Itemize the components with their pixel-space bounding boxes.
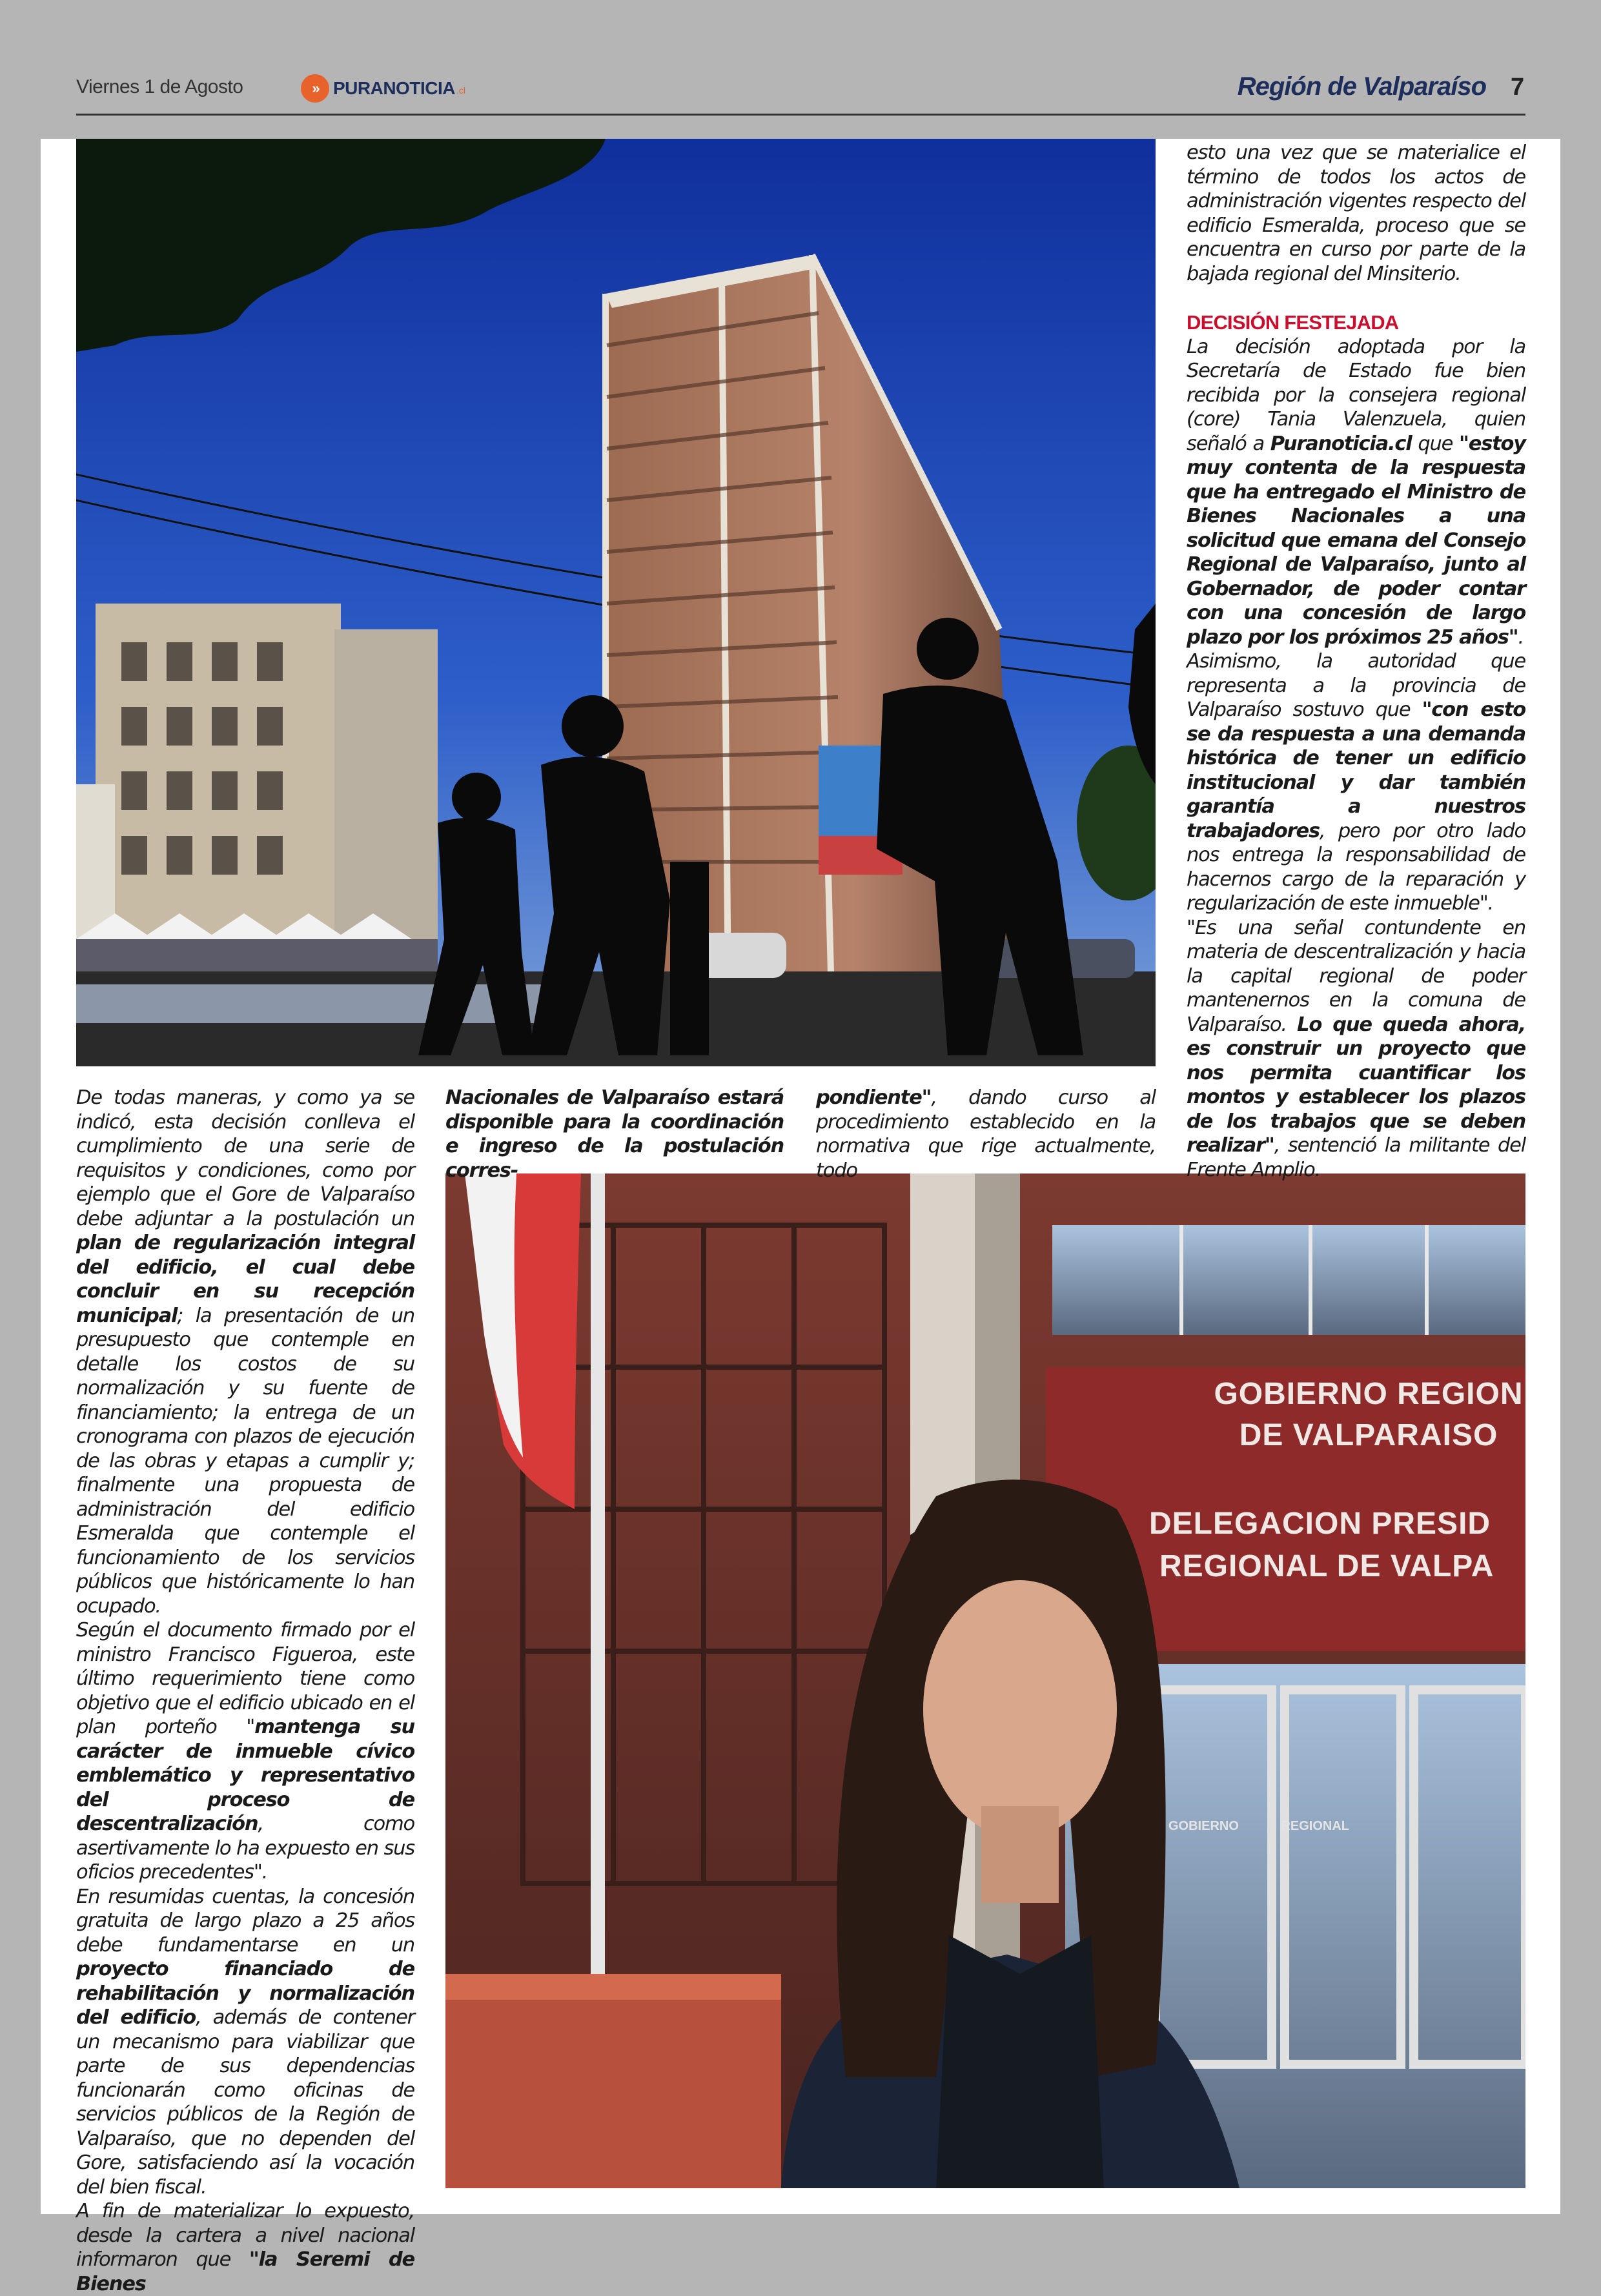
text-run: . [1518, 625, 1524, 649]
logo-chevron-icon: » [301, 74, 329, 103]
text-run: que [1411, 432, 1460, 455]
bold-run: "estoy muy contenta de la respuesta que ha entregado el Ministro de Bienes Nacionales a una solicitud que emana del Consejo Regional de Valparaíso, junto al Gobernador, de poder contar con una concesión de largo plazo por los próximos 25 años" [1187, 432, 1525, 649]
article-column-middle-right [816, 1086, 1156, 1183]
bold-run: Puranoticia.cl [1270, 432, 1412, 455]
paragraph [76, 1885, 414, 2200]
paragraph: esto una vez que se materialice el término de todos los actos de administración vigentes respecto del edificio Esmeralda, proceso que se encuentra en curso por parte de la bajada regional del Minsiterio. [1187, 141, 1525, 285]
article-column-left [76, 1086, 414, 2296]
text-run: , como asertivamente lo ha expuesto en sus oficios precedentes". [76, 1813, 414, 1884]
bold-run: "la Seremi de Bienes [76, 2248, 414, 2295]
text-run: ; la presentación de un presupuesto que contemple en detalle los costos de su normalización y su fuente de financiamiento; la entrega de un cronograma con plazos de ejecución de las obras y etapas a cumplir y; finalmente una propuesta de administración del edificio Esmeralda que contemple el funcionamiento de los servicios públicos que históricamente lo han ocupado. [76, 1304, 414, 1618]
paragraph [1187, 916, 1525, 1183]
text-run: A fin de materializar lo expuesto, desde la cartera a nivel nacional informaron que [76, 2200, 414, 2271]
text-run: "Es una señal contundente en materia de descentralización y hacia la capital regional de poder mantenernos en la comuna de Valparaíso. [1187, 916, 1525, 1036]
article-column-middle [445, 1086, 784, 1183]
bold-run: "con esto se da respuesta a una demanda histórica de tener un edificio institucional y dar también garantía a nuestros trabajadores [1187, 698, 1525, 842]
text-run: En resumidas cuentas, la concesión gratuita de largo plazo a 25 años debe fundamentarse en un [76, 1885, 414, 1956]
page-number: 7 [1511, 74, 1525, 101]
door-label: GOBIERNO [1168, 1819, 1239, 1833]
sign-delegacion [1149, 1503, 1525, 1588]
bold-run: plan de regularización integral del edificio, el cual debe concluir en su recepción municipal [76, 1232, 414, 1327]
text-run: La decisión adoptada por la Secretaría de Estado fue bien recibida por la consejera regional (core) Tania Valenzuela, quien señaló a [1187, 335, 1525, 455]
paragraph [816, 1086, 1156, 1183]
door-label: REGIONAL [1281, 1819, 1350, 1833]
section-title: Región de Valparaíso [1237, 72, 1486, 101]
text-run: , dando curso al procedimiento establecido en la normativa que rige actualmente, todo [816, 1086, 1156, 1182]
sign-gobierno-regional [1207, 1374, 1525, 1456]
article-column-right [1187, 141, 1525, 1182]
logo-wordmark: PURANOTICIA [333, 78, 455, 98]
issue-date: Viernes 1 de Agosto [76, 76, 243, 97]
bold-run: Lo que queda ahora, es construir un proyecto que nos permita cuantificar los montos y establecer los plazos de los trabajos que se deben realizar" [1187, 1013, 1526, 1157]
text-run: , sentenció la militante del Frente Amplio. [1187, 1134, 1525, 1181]
paragraph [76, 2199, 414, 2296]
sign-line: DE VALPARAISO [1239, 1418, 1498, 1452]
header-divider [76, 114, 1525, 116]
paragraph [76, 1618, 414, 1885]
text-run: De todas maneras, y como ya se indicó, esta decisión conlleva el cumplimiento de una serie de requisitos y condiciones, como por ejemplo que el Gore de Valparaíso debe adjuntar a la postulación un [76, 1086, 414, 1230]
paragraph [445, 1086, 784, 1183]
paragraph [1187, 649, 1525, 916]
subheading-decision-festejada: DECISIÓN FESTEJADA [1187, 311, 1399, 334]
puranoticia-logo[interactable] [301, 74, 465, 103]
paragraph [1187, 335, 1525, 650]
sign-line: DELEGACION PRESID [1149, 1507, 1491, 1541]
door-lettering [1168, 1819, 1427, 1834]
councilwoman-portrait-photo [445, 1173, 1525, 2188]
logo-domain: .cl [456, 85, 465, 96]
paragraph [76, 1086, 414, 1618]
sign-line: REGIONAL DE VALPA [1159, 1549, 1494, 1583]
building-street-photo [76, 139, 1156, 1066]
text-run: , pero por otro lado nos entrega la responsabilidad de hacernos cargo de la reparación y regularización de este inmueble". [1187, 819, 1525, 915]
text-run: Asimismo, la autoridad que representa a la provincia de Valparaíso sostuvo que [1187, 650, 1525, 721]
sign-line: GOBIERNO REGION [1214, 1377, 1524, 1411]
text-run: , además de contener un mecanismo para viabilizar que parte de sus dependencias funcionarán como oficinas de servicios públicos de la Región de Valparaíso, que no dependen del Gore, satisfaciendo así la vocación del bien fiscal. [76, 2006, 414, 2199]
bold-run: proyecto financiado de rehabilitación y normalización del edificio [76, 1958, 414, 2029]
bold-run: pondiente" [816, 1086, 932, 1109]
text-run: Según el documento firmado por el ministro Francisco Figueroa, este último requerimiento tiene como objetivo que el edificio ubicado en el plan porteño " [76, 1619, 414, 1738]
bold-run: mantenga su carácter de inmueble cívico emblemático y representativo del proceso de descentralización [76, 1716, 414, 1835]
bold-run: Nacionales de Valparaíso estará disponible para la coordinación e ingreso de la postulación corres- [445, 1086, 784, 1182]
